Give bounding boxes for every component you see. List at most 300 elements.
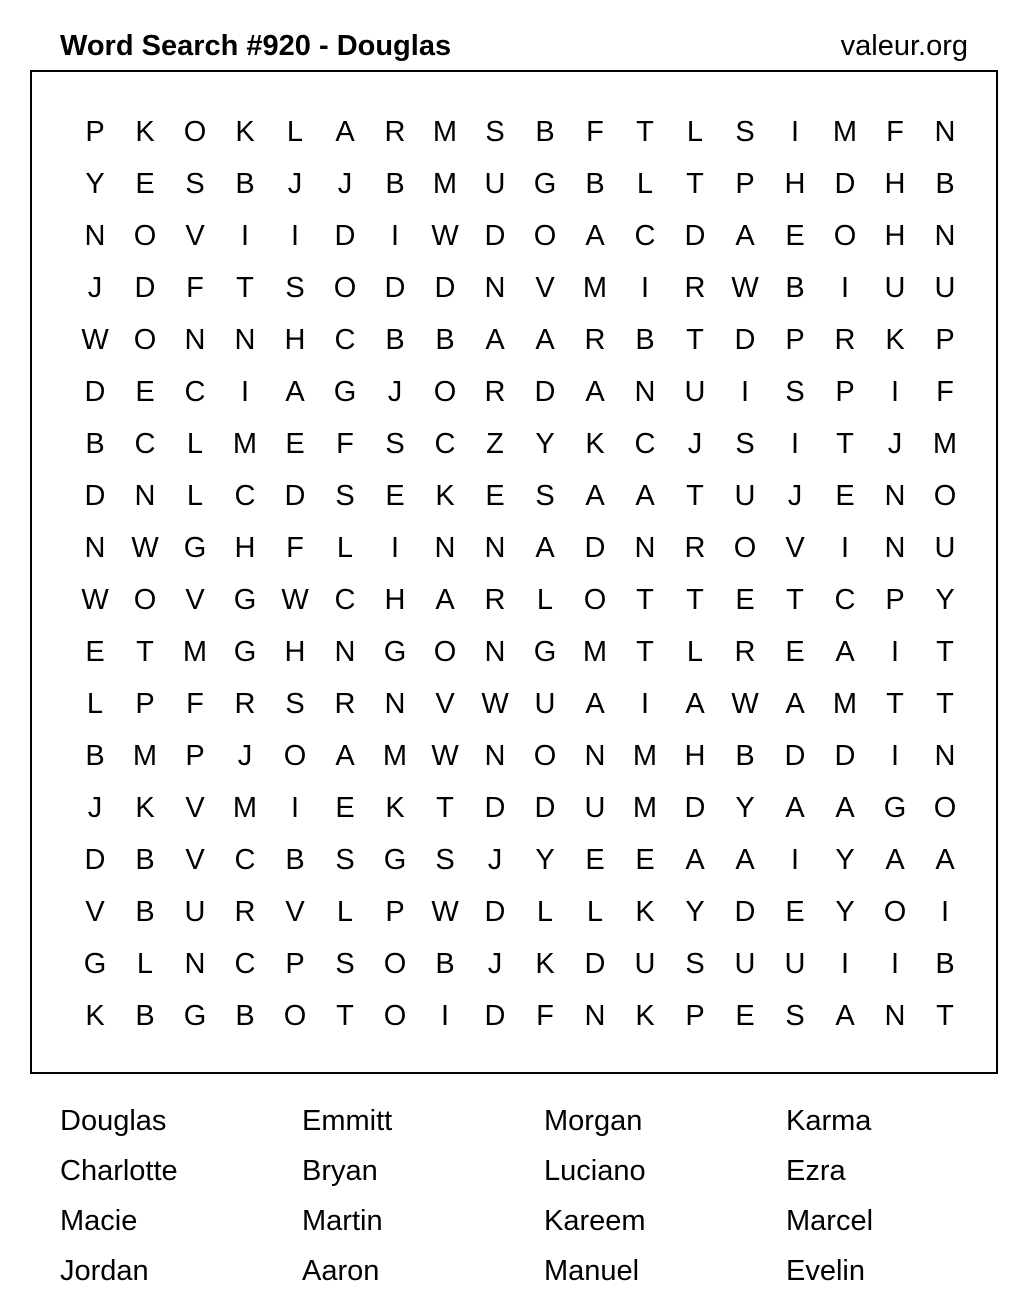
- grid-letter[interactable]: D: [684, 220, 706, 252]
- grid-letter[interactable]: D: [534, 376, 556, 408]
- grid-letter[interactable]: I: [640, 688, 650, 720]
- grid-letter[interactable]: E: [385, 480, 405, 512]
- grid-letter[interactable]: I: [890, 376, 900, 408]
- grid-letter[interactable]: G: [383, 844, 407, 876]
- grid-letter[interactable]: V: [185, 584, 205, 616]
- grid-letter[interactable]: O: [283, 1000, 307, 1032]
- grid-letter[interactable]: O: [433, 636, 457, 668]
- grid-letter[interactable]: W: [481, 688, 509, 720]
- grid-letter[interactable]: B: [135, 844, 155, 876]
- grid-letter[interactable]: V: [85, 896, 105, 928]
- grid-letter[interactable]: N: [134, 480, 156, 512]
- grid-letter[interactable]: L: [636, 168, 654, 200]
- grid-letter[interactable]: L: [336, 896, 354, 928]
- grid-letter[interactable]: U: [784, 948, 806, 980]
- grid-letter[interactable]: R: [484, 584, 506, 616]
- grid-letter[interactable]: N: [84, 220, 106, 252]
- grid-letter[interactable]: M: [232, 792, 258, 824]
- grid-letter[interactable]: O: [883, 896, 907, 928]
- grid-letter[interactable]: K: [435, 480, 455, 512]
- grid-letter[interactable]: S: [285, 688, 305, 720]
- grid-letter[interactable]: B: [935, 948, 955, 980]
- grid-letter[interactable]: A: [435, 584, 455, 616]
- grid-letter[interactable]: B: [935, 168, 955, 200]
- grid-letter[interactable]: N: [384, 688, 406, 720]
- grid-letter[interactable]: H: [284, 324, 306, 356]
- grid-letter[interactable]: M: [432, 168, 458, 200]
- grid-letter[interactable]: L: [336, 532, 354, 564]
- grid-letter[interactable]: N: [84, 532, 106, 564]
- grid-letter[interactable]: N: [184, 948, 206, 980]
- grid-letter[interactable]: C: [634, 428, 656, 460]
- grid-letter[interactable]: D: [584, 948, 606, 980]
- grid-letter[interactable]: I: [790, 428, 800, 460]
- grid-letter[interactable]: L: [186, 428, 204, 460]
- grid-letter[interactable]: U: [684, 376, 706, 408]
- grid-letter[interactable]: A: [635, 480, 655, 512]
- grid-letter[interactable]: B: [585, 168, 605, 200]
- grid-letter[interactable]: D: [484, 792, 506, 824]
- grid-letter[interactable]: M: [232, 428, 258, 460]
- grid-letter[interactable]: C: [334, 584, 356, 616]
- grid-letter[interactable]: K: [135, 792, 155, 824]
- grid-letter[interactable]: S: [335, 480, 355, 512]
- grid-letter[interactable]: O: [933, 480, 957, 512]
- grid-letter[interactable]: D: [684, 792, 706, 824]
- grid-letter[interactable]: E: [785, 896, 805, 928]
- grid-letter[interactable]: G: [883, 792, 907, 824]
- grid-letter[interactable]: R: [484, 376, 506, 408]
- grid-letter[interactable]: T: [886, 688, 904, 720]
- grid-letter[interactable]: D: [484, 896, 506, 928]
- grid-letter[interactable]: B: [85, 428, 105, 460]
- grid-letter[interactable]: N: [184, 324, 206, 356]
- grid-letter[interactable]: N: [484, 636, 506, 668]
- grid-letter[interactable]: P: [885, 584, 905, 616]
- grid-letter[interactable]: M: [132, 740, 158, 772]
- grid-letter[interactable]: D: [284, 480, 306, 512]
- grid-letter[interactable]: E: [335, 792, 355, 824]
- grid-letter[interactable]: J: [387, 376, 403, 408]
- grid-letter[interactable]: K: [585, 428, 605, 460]
- grid-letter[interactable]: D: [434, 272, 456, 304]
- grid-letter[interactable]: N: [634, 532, 656, 564]
- grid-letter[interactable]: N: [434, 532, 456, 564]
- grid-letter[interactable]: M: [582, 636, 608, 668]
- grid-letter[interactable]: J: [487, 948, 503, 980]
- grid-letter[interactable]: M: [832, 688, 858, 720]
- grid-letter[interactable]: S: [385, 428, 405, 460]
- grid-letter[interactable]: S: [335, 844, 355, 876]
- grid-letter[interactable]: A: [785, 688, 805, 720]
- grid-letter[interactable]: T: [436, 792, 454, 824]
- grid-letter[interactable]: F: [186, 688, 204, 720]
- grid-letter[interactable]: E: [85, 636, 105, 668]
- grid-letter[interactable]: U: [534, 688, 556, 720]
- grid-letter[interactable]: H: [884, 220, 906, 252]
- grid-letter[interactable]: U: [634, 948, 656, 980]
- grid-letter[interactable]: U: [734, 948, 756, 980]
- grid-letter[interactable]: N: [234, 324, 256, 356]
- grid-letter[interactable]: A: [835, 1000, 855, 1032]
- grid-letter[interactable]: T: [636, 584, 654, 616]
- grid-letter[interactable]: N: [634, 376, 656, 408]
- grid-letter[interactable]: O: [433, 376, 457, 408]
- grid-letter[interactable]: N: [884, 480, 906, 512]
- grid-letter[interactable]: T: [636, 636, 654, 668]
- grid-letter[interactable]: I: [240, 376, 250, 408]
- grid-letter[interactable]: P: [735, 168, 755, 200]
- grid-letter[interactable]: T: [936, 1000, 954, 1032]
- grid-letter[interactable]: W: [431, 220, 459, 252]
- grid-letter[interactable]: U: [934, 272, 956, 304]
- grid-letter[interactable]: B: [135, 1000, 155, 1032]
- grid-letter[interactable]: A: [335, 740, 355, 772]
- grid-letter[interactable]: A: [335, 116, 355, 148]
- grid-letter[interactable]: N: [884, 532, 906, 564]
- grid-letter[interactable]: B: [235, 1000, 255, 1032]
- grid-letter[interactable]: S: [535, 480, 555, 512]
- grid-letter[interactable]: B: [735, 740, 755, 772]
- grid-letter[interactable]: D: [384, 272, 406, 304]
- grid-letter[interactable]: P: [385, 896, 405, 928]
- grid-letter[interactable]: D: [334, 220, 356, 252]
- grid-letter[interactable]: G: [533, 168, 557, 200]
- grid-letter[interactable]: L: [186, 480, 204, 512]
- grid-letter[interactable]: K: [85, 1000, 105, 1032]
- grid-letter[interactable]: A: [585, 376, 605, 408]
- grid-letter[interactable]: H: [784, 168, 806, 200]
- grid-letter[interactable]: W: [131, 532, 159, 564]
- grid-letter[interactable]: L: [586, 896, 604, 928]
- grid-letter[interactable]: W: [731, 688, 759, 720]
- grid-letter[interactable]: D: [734, 324, 756, 356]
- grid-letter[interactable]: I: [390, 220, 400, 252]
- grid-letter[interactable]: E: [135, 168, 155, 200]
- grid-letter[interactable]: E: [135, 376, 155, 408]
- grid-letter[interactable]: B: [435, 324, 455, 356]
- grid-letter[interactable]: A: [485, 324, 505, 356]
- grid-letter[interactable]: M: [632, 792, 658, 824]
- grid-letter[interactable]: P: [185, 740, 205, 772]
- grid-letter[interactable]: Y: [735, 792, 755, 824]
- grid-letter[interactable]: H: [384, 584, 406, 616]
- grid-letter[interactable]: P: [785, 324, 805, 356]
- grid-letter[interactable]: N: [934, 220, 956, 252]
- grid-letter[interactable]: F: [586, 116, 604, 148]
- grid-letter[interactable]: V: [185, 792, 205, 824]
- grid-letter[interactable]: W: [81, 324, 109, 356]
- grid-letter[interactable]: P: [135, 688, 155, 720]
- grid-letter[interactable]: W: [431, 896, 459, 928]
- grid-letter[interactable]: J: [887, 428, 903, 460]
- grid-letter[interactable]: F: [186, 272, 204, 304]
- grid-letter[interactable]: R: [834, 324, 856, 356]
- grid-letter[interactable]: O: [283, 740, 307, 772]
- grid-letter[interactable]: T: [236, 272, 254, 304]
- grid-letter[interactable]: I: [740, 376, 750, 408]
- grid-letter[interactable]: O: [733, 532, 757, 564]
- grid-letter[interactable]: I: [240, 220, 250, 252]
- grid-letter[interactable]: O: [383, 948, 407, 980]
- grid-letter[interactable]: U: [884, 272, 906, 304]
- grid-letter[interactable]: G: [383, 636, 407, 668]
- grid-letter[interactable]: U: [484, 168, 506, 200]
- grid-letter[interactable]: T: [786, 584, 804, 616]
- grid-letter[interactable]: K: [635, 896, 655, 928]
- grid-letter[interactable]: Z: [486, 428, 504, 460]
- grid-letter[interactable]: A: [585, 688, 605, 720]
- grid-letter[interactable]: I: [790, 844, 800, 876]
- grid-letter[interactable]: R: [734, 636, 756, 668]
- grid-letter[interactable]: K: [885, 324, 905, 356]
- grid-letter[interactable]: L: [536, 896, 554, 928]
- grid-letter[interactable]: I: [290, 220, 300, 252]
- grid-letter[interactable]: S: [785, 376, 805, 408]
- grid-letter[interactable]: H: [884, 168, 906, 200]
- grid-letter[interactable]: C: [234, 844, 256, 876]
- grid-letter[interactable]: Y: [835, 896, 855, 928]
- grid-letter[interactable]: U: [934, 532, 956, 564]
- grid-letter[interactable]: T: [686, 168, 704, 200]
- grid-letter[interactable]: A: [785, 792, 805, 824]
- grid-letter[interactable]: C: [634, 220, 656, 252]
- grid-letter[interactable]: H: [284, 636, 306, 668]
- grid-letter[interactable]: I: [890, 740, 900, 772]
- grid-letter[interactable]: J: [787, 480, 803, 512]
- grid-letter[interactable]: F: [936, 376, 954, 408]
- grid-letter[interactable]: B: [135, 896, 155, 928]
- grid-letter[interactable]: D: [484, 220, 506, 252]
- grid-letter[interactable]: O: [133, 584, 157, 616]
- grid-letter[interactable]: I: [390, 532, 400, 564]
- grid-letter[interactable]: E: [635, 844, 655, 876]
- grid-letter[interactable]: S: [285, 272, 305, 304]
- grid-letter[interactable]: D: [134, 272, 156, 304]
- grid-letter[interactable]: U: [184, 896, 206, 928]
- grid-letter[interactable]: S: [485, 116, 505, 148]
- grid-letter[interactable]: C: [134, 428, 156, 460]
- grid-letter[interactable]: L: [86, 688, 104, 720]
- grid-letter[interactable]: I: [290, 792, 300, 824]
- grid-letter[interactable]: U: [584, 792, 606, 824]
- grid-letter[interactable]: B: [285, 844, 305, 876]
- grid-letter[interactable]: V: [185, 220, 205, 252]
- grid-letter[interactable]: O: [583, 584, 607, 616]
- grid-letter[interactable]: A: [285, 376, 305, 408]
- grid-letter[interactable]: A: [535, 532, 555, 564]
- grid-letter[interactable]: M: [932, 428, 958, 460]
- grid-letter[interactable]: C: [834, 584, 856, 616]
- grid-letter[interactable]: W: [431, 740, 459, 772]
- grid-letter[interactable]: N: [584, 740, 606, 772]
- grid-letter[interactable]: V: [185, 844, 205, 876]
- grid-letter[interactable]: V: [535, 272, 555, 304]
- grid-letter[interactable]: M: [632, 740, 658, 772]
- grid-letter[interactable]: R: [684, 532, 706, 564]
- grid-letter[interactable]: I: [790, 116, 800, 148]
- grid-letter[interactable]: N: [484, 532, 506, 564]
- grid-letter[interactable]: N: [934, 740, 956, 772]
- grid-letter[interactable]: G: [183, 1000, 207, 1032]
- grid-letter[interactable]: B: [235, 168, 255, 200]
- grid-letter[interactable]: E: [735, 584, 755, 616]
- grid-letter[interactable]: I: [890, 636, 900, 668]
- grid-letter[interactable]: D: [834, 168, 856, 200]
- grid-letter[interactable]: M: [382, 740, 408, 772]
- grid-letter[interactable]: P: [685, 1000, 705, 1032]
- grid-letter[interactable]: H: [234, 532, 256, 564]
- grid-letter[interactable]: Y: [835, 844, 855, 876]
- grid-letter[interactable]: D: [834, 740, 856, 772]
- grid-letter[interactable]: C: [234, 948, 256, 980]
- grid-letter[interactable]: B: [785, 272, 805, 304]
- grid-letter[interactable]: F: [536, 1000, 554, 1032]
- grid-letter[interactable]: M: [432, 116, 458, 148]
- grid-letter[interactable]: R: [684, 272, 706, 304]
- grid-letter[interactable]: E: [835, 480, 855, 512]
- grid-letter[interactable]: G: [183, 532, 207, 564]
- grid-letter[interactable]: A: [535, 324, 555, 356]
- grid-letter[interactable]: D: [484, 1000, 506, 1032]
- grid-letter[interactable]: G: [83, 948, 107, 980]
- grid-letter[interactable]: I: [840, 532, 850, 564]
- grid-letter[interactable]: J: [337, 168, 353, 200]
- grid-letter[interactable]: C: [434, 428, 456, 460]
- grid-letter[interactable]: O: [533, 220, 557, 252]
- grid-letter[interactable]: K: [535, 948, 555, 980]
- grid-letter[interactable]: F: [286, 532, 304, 564]
- grid-letter[interactable]: D: [84, 376, 106, 408]
- grid-letter[interactable]: T: [336, 1000, 354, 1032]
- grid-letter[interactable]: I: [940, 896, 950, 928]
- grid-letter[interactable]: O: [833, 220, 857, 252]
- grid-letter[interactable]: E: [585, 844, 605, 876]
- grid-letter[interactable]: O: [933, 792, 957, 824]
- grid-letter[interactable]: L: [536, 584, 554, 616]
- grid-letter[interactable]: M: [582, 272, 608, 304]
- grid-letter[interactable]: B: [635, 324, 655, 356]
- grid-letter[interactable]: T: [686, 480, 704, 512]
- grid-letter[interactable]: N: [484, 740, 506, 772]
- grid-letter[interactable]: L: [686, 636, 704, 668]
- grid-letter[interactable]: T: [636, 116, 654, 148]
- grid-letter[interactable]: O: [333, 272, 357, 304]
- grid-letter[interactable]: O: [533, 740, 557, 772]
- grid-letter[interactable]: J: [487, 844, 503, 876]
- grid-letter[interactable]: H: [684, 740, 706, 772]
- grid-letter[interactable]: G: [233, 584, 257, 616]
- grid-letter[interactable]: L: [136, 948, 154, 980]
- grid-letter[interactable]: I: [440, 1000, 450, 1032]
- grid-letter[interactable]: D: [734, 896, 756, 928]
- grid-letter[interactable]: C: [234, 480, 256, 512]
- grid-letter[interactable]: R: [334, 688, 356, 720]
- grid-letter[interactable]: S: [735, 116, 755, 148]
- grid-letter[interactable]: E: [785, 636, 805, 668]
- grid-letter[interactable]: I: [640, 272, 650, 304]
- grid-letter[interactable]: A: [685, 844, 705, 876]
- grid-letter[interactable]: A: [735, 844, 755, 876]
- grid-letter[interactable]: R: [234, 896, 256, 928]
- grid-letter[interactable]: S: [685, 948, 705, 980]
- grid-letter[interactable]: T: [936, 636, 954, 668]
- grid-letter[interactable]: S: [785, 1000, 805, 1032]
- grid-letter[interactable]: J: [287, 168, 303, 200]
- grid-letter[interactable]: P: [835, 376, 855, 408]
- grid-letter[interactable]: Y: [535, 844, 555, 876]
- grid-letter[interactable]: N: [934, 116, 956, 148]
- grid-letter[interactable]: A: [735, 220, 755, 252]
- grid-letter[interactable]: D: [534, 792, 556, 824]
- grid-letter[interactable]: M: [832, 116, 858, 148]
- grid-letter[interactable]: R: [234, 688, 256, 720]
- grid-letter[interactable]: J: [237, 740, 253, 772]
- grid-letter[interactable]: P: [285, 948, 305, 980]
- grid-letter[interactable]: A: [685, 688, 705, 720]
- grid-letter[interactable]: O: [133, 220, 157, 252]
- grid-letter[interactable]: V: [785, 532, 805, 564]
- grid-letter[interactable]: N: [334, 636, 356, 668]
- grid-letter[interactable]: K: [135, 116, 155, 148]
- grid-letter[interactable]: C: [334, 324, 356, 356]
- grid-letter[interactable]: T: [936, 688, 954, 720]
- grid-letter[interactable]: J: [87, 272, 103, 304]
- grid-letter[interactable]: K: [385, 792, 405, 824]
- grid-letter[interactable]: E: [735, 1000, 755, 1032]
- grid-letter[interactable]: I: [840, 948, 850, 980]
- grid-letter[interactable]: S: [335, 948, 355, 980]
- grid-letter[interactable]: D: [84, 844, 106, 876]
- grid-letter[interactable]: S: [735, 428, 755, 460]
- grid-letter[interactable]: I: [840, 272, 850, 304]
- grid-letter[interactable]: T: [686, 584, 704, 616]
- grid-letter[interactable]: L: [286, 116, 304, 148]
- grid-letter[interactable]: I: [890, 948, 900, 980]
- grid-letter[interactable]: E: [285, 428, 305, 460]
- grid-letter[interactable]: N: [584, 1000, 606, 1032]
- grid-letter[interactable]: K: [235, 116, 255, 148]
- grid-letter[interactable]: Y: [685, 896, 705, 928]
- grid-letter[interactable]: A: [935, 844, 955, 876]
- grid-letter[interactable]: F: [336, 428, 354, 460]
- grid-letter[interactable]: K: [635, 1000, 655, 1032]
- grid-letter[interactable]: T: [836, 428, 854, 460]
- grid-letter[interactable]: A: [885, 844, 905, 876]
- grid-letter[interactable]: Y: [535, 428, 555, 460]
- grid-letter[interactable]: D: [84, 480, 106, 512]
- grid-letter[interactable]: F: [886, 116, 904, 148]
- grid-letter[interactable]: A: [835, 636, 855, 668]
- grid-letter[interactable]: U: [734, 480, 756, 512]
- grid-letter[interactable]: Y: [85, 168, 105, 200]
- grid-letter[interactable]: T: [136, 636, 154, 668]
- grid-letter[interactable]: Y: [935, 584, 955, 616]
- grid-letter[interactable]: M: [182, 636, 208, 668]
- grid-letter[interactable]: B: [85, 740, 105, 772]
- grid-letter[interactable]: A: [585, 220, 605, 252]
- grid-letter[interactable]: N: [884, 1000, 906, 1032]
- grid-letter[interactable]: B: [435, 948, 455, 980]
- grid-letter[interactable]: W: [81, 584, 109, 616]
- grid-letter[interactable]: D: [784, 740, 806, 772]
- grid-letter[interactable]: O: [133, 324, 157, 356]
- grid-letter[interactable]: A: [835, 792, 855, 824]
- grid-letter[interactable]: A: [585, 480, 605, 512]
- grid-letter[interactable]: G: [333, 376, 357, 408]
- grid-letter[interactable]: P: [85, 116, 105, 148]
- grid-letter[interactable]: R: [384, 116, 406, 148]
